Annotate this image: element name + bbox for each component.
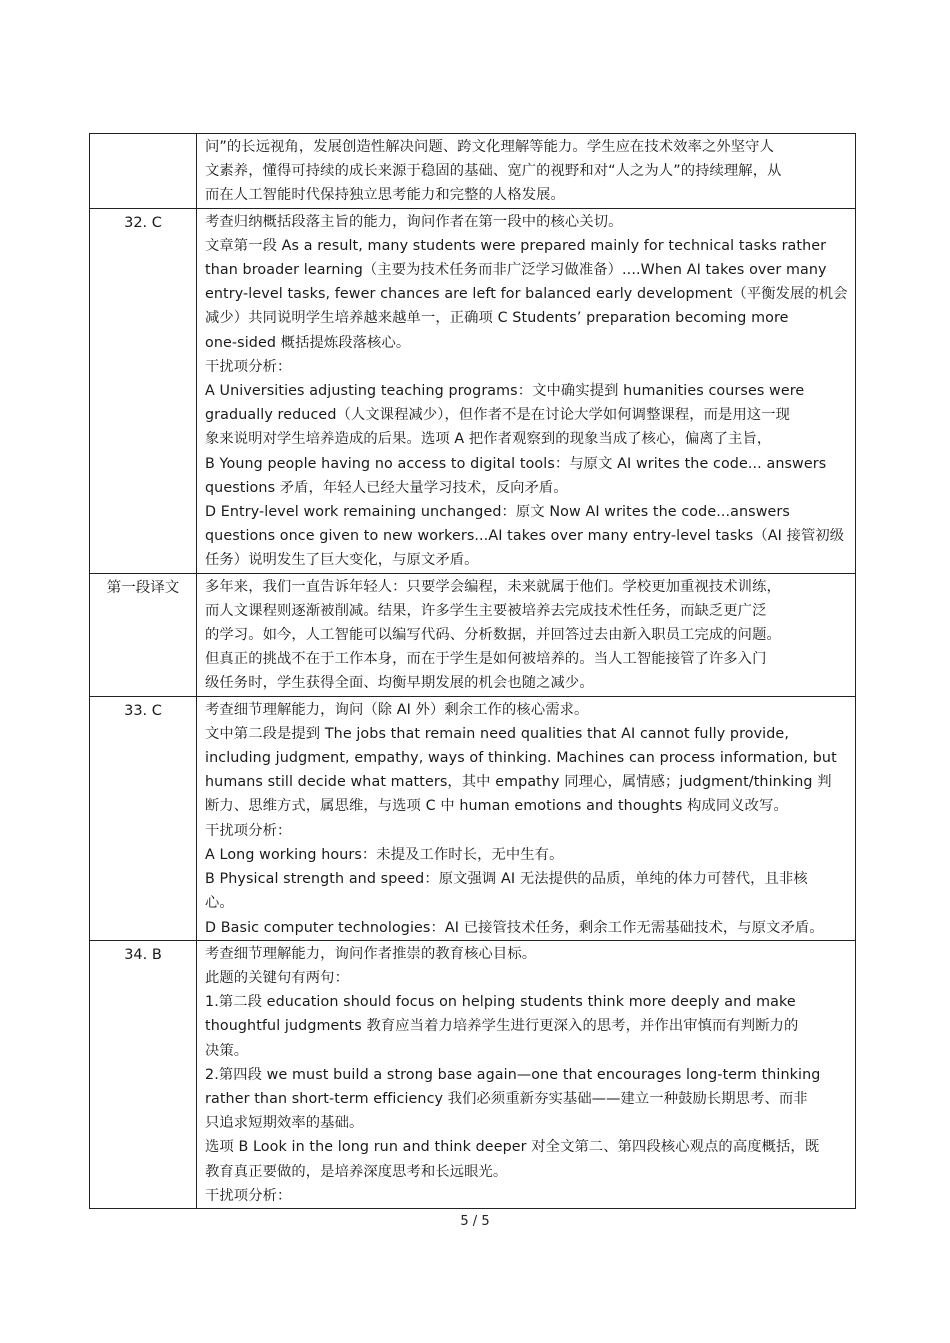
- text-line: 只追求短期效率的基础。: [205, 1115, 364, 1132]
- text-line: 心。: [205, 895, 234, 912]
- text-line: 级任务时，学生获得全面、均衡早期发展的机会也随之减少。: [205, 675, 594, 692]
- text-line: 考查归纳概括段落主旨的能力，询问作者在第一段中的核心关切。: [205, 213, 623, 230]
- text-line: B Physical strength and speed：原文强调 AI 无法提供的品质，单纯的体力可替代，且非核: [205, 871, 808, 888]
- analysis-content: [197, 696, 856, 940]
- text-line: B Young people having no access to digital tools：与原文 AI writes the code... answers: [205, 455, 827, 472]
- text-line: entry-level tasks, fewer chances are left for balanced early development（平衡发展的机会: [205, 286, 848, 303]
- text-line: 文中第二段是提到 The jobs that remain need qualities that AI cannot fully provide,: [205, 725, 789, 742]
- table-row: [90, 134, 856, 209]
- table-body: [90, 134, 856, 1209]
- answer-analysis-table: [89, 133, 856, 1209]
- text-line: 象来说明对学生培养造成的后果。选项 A 把作者观察到的现象当成了核心，偏离了主旨，: [205, 431, 772, 448]
- text-line: 干扰项分析：: [205, 1187, 292, 1204]
- text-line: D Entry-level work remaining unchanged：原文 Now AI writes the code...answers: [205, 504, 790, 521]
- analysis-content: [197, 940, 856, 1208]
- analysis-content: [197, 573, 856, 696]
- question-label: [90, 134, 197, 209]
- text-line: 减少）共同说明学生培养越来越单一，正确项 C Students’ preparation becoming more: [205, 310, 789, 327]
- text-line: one-sided 概括提炼段落核心。: [205, 334, 411, 351]
- text-line: 问”的长远视角，发展创造性解决问题、跨文化理解等能力。学生应在技术效率之外坚守人: [205, 139, 774, 155]
- text-line: 决策。: [205, 1042, 249, 1059]
- text-line: 而在人工智能时代保持独立思考能力和完整的人格发展。: [205, 187, 565, 204]
- table-row: [90, 940, 856, 1208]
- table-row: [90, 208, 856, 573]
- analysis-content: [197, 208, 856, 573]
- text-line: A Long working hours：未提及工作时长，无中生有。: [205, 846, 564, 863]
- text-line: 干扰项分析：: [205, 822, 292, 839]
- text-line: 文素养，懂得可持续的成长来源于稳固的基础、宽广的视野和对“人之为人”的持续理解，从: [205, 163, 782, 180]
- text-line: including judgment, empathy, ways of thinking. Machines can process information, but: [205, 750, 837, 767]
- text-line: 此题的关键句有两句：: [205, 969, 349, 986]
- text-line: 考查细节理解能力，询问（除 AI 外）剩余工作的核心需求。: [205, 701, 589, 718]
- text-line: thoughtful judgments 教育应当着力培养学生进行更深入的思考，并作出审慎而有判断力的: [205, 1018, 799, 1035]
- question-label: 34. B: [90, 940, 197, 1208]
- table-row: [90, 573, 856, 696]
- analysis-content: [197, 134, 856, 209]
- text-line: 断力、思维方式，属思维，与选项 C 中 human emotions and thoughts 构成同义改写。: [205, 798, 788, 815]
- text-line: 多年来，我们一直告诉年轻人：只要学会编程，未来就属于他们。学校更加重视技术训练，: [205, 578, 781, 595]
- text-line: 干扰项分析：: [205, 358, 292, 375]
- question-label: 32. C: [90, 208, 197, 573]
- text-line: 文章第一段 As a result, many students were prepared mainly for technical tasks rather: [205, 237, 827, 254]
- text-line: 2.第四段 we must build a strong base again—one that encourages long-term thinking: [205, 1066, 821, 1083]
- text-line: 的学习。如今，人工智能可以编写代码、分析数据，并回答过去由新入职员工完成的问题。: [205, 627, 781, 644]
- question-label: 33. C: [90, 696, 197, 940]
- text-line: 而人文课程则逐渐被削减。结果，许多学生主要被培养去完成技术性任务，而缺乏更广泛: [205, 602, 767, 619]
- text-line: 1.第二段 education should focus on helping students think more deeply and make: [205, 994, 796, 1011]
- text-line: humans still decide what matters，其中 empathy 同理心，属情感；judgment/thinking 判: [205, 774, 832, 791]
- page-number: 5 / 5: [460, 1214, 490, 1229]
- text-line: D Basic computer technologies：AI 已接管技术任务，剩余工作无需基础技术，与原文矛盾。: [205, 919, 824, 936]
- text-line: 选项 B Look in the long run and think deeper 对全文第二、第四段核心观点的高度概括，既: [205, 1139, 820, 1156]
- table-row: [90, 696, 856, 940]
- text-line: 但真正的挑战不在于工作本身，而在于学生是如何被培养的。当人工智能接管了许多入门: [205, 651, 767, 668]
- text-line: than broader learning（主要为技术任务而非广泛学习做准备）....When AI takes over many: [205, 262, 827, 279]
- text-line: A Universities adjusting teaching programs：文中确实提到 humanities courses were: [205, 383, 805, 400]
- question-label: 第一段译文: [90, 573, 197, 696]
- text-line: questions 矛盾，年轻人已经大量学习技术，反向矛盾。: [205, 479, 568, 496]
- text-line: 考查细节理解能力，询问作者推崇的教育核心目标。: [205, 945, 537, 962]
- text-line: gradually reduced（人文课程减少），但作者不是在讨论大学如何调整课程，而是用这一现: [205, 407, 791, 424]
- text-line: questions once given to new workers...AI takes over many entry-level tasks（AI 接管初级: [205, 528, 845, 545]
- text-line: rather than short-term efficiency 我们必须重新夯实基础——建立一种鼓励长期思考、而非: [205, 1090, 808, 1107]
- text-line: 教育真正要做的，是培养深度思考和长远眼光。: [205, 1163, 508, 1180]
- text-line: 任务）说明发生了巨大变化，与原文矛盾。: [205, 552, 479, 569]
